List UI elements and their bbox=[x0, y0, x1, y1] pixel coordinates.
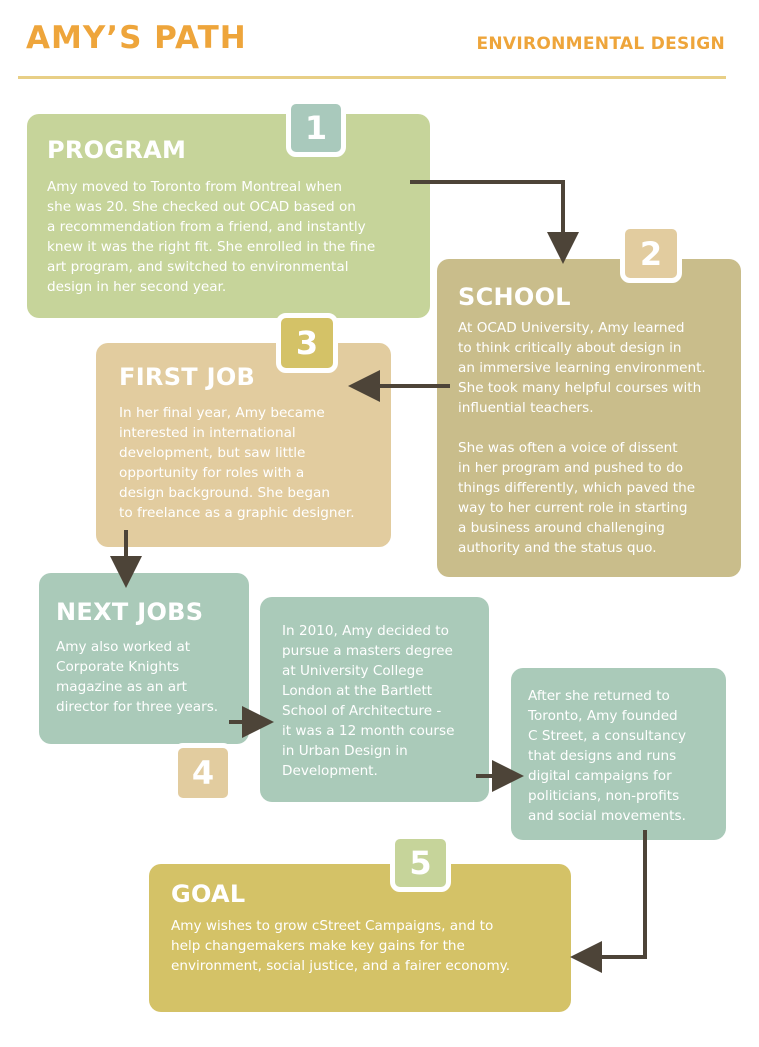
step-5-badge: 5 bbox=[390, 834, 451, 892]
masters-degree-body: In 2010, Amy decided to pursue a masters degree at University College London at the Bartlett School of Architecture - it was a 12 month course in Urban Design in Development. bbox=[282, 623, 455, 779]
page-subtitle: ENVIRONMENTAL DESIGN bbox=[476, 34, 725, 54]
step-program-heading: PROGRAM bbox=[47, 136, 187, 164]
step-goal-body: Amy wishes to grow cStreet Campaigns, and to help changemakers make key gains for the environment, social justice, and a fairer economy. bbox=[171, 918, 511, 974]
step-first-job-heading: FIRST JOB bbox=[119, 363, 256, 391]
step-next-jobs-body: Amy also worked at Corporate Knights magazine as an art director for three years. bbox=[56, 639, 219, 715]
step-program-body: Amy moved to Toronto from Montreal when she was 20. She checked out OCAD based on a recommendation from a friend, and instantly knew it was the right fit. She enrolled in the fine art program, and switched to environmental design in her second year. bbox=[47, 179, 376, 295]
step-next-jobs-heading: NEXT JOBS bbox=[56, 598, 204, 626]
step-2-badge: 2 bbox=[620, 224, 682, 283]
cstreet-body: After she returned to Toronto, Amy founded C Street, a consultancy that designs and runs digital campaigns for politicians, non-profits and social movements. bbox=[528, 688, 687, 824]
page-title: AMY’S PATH bbox=[26, 20, 247, 56]
step-school-heading: SCHOOL bbox=[458, 283, 571, 311]
step-1-badge: 1 bbox=[286, 99, 346, 157]
step-4-badge: 4 bbox=[173, 743, 233, 803]
step-goal-heading: GOAL bbox=[171, 880, 246, 908]
arrow-cstreet-to-goal bbox=[582, 830, 645, 957]
step-first-job-body: In her final year, Amy became interested in international development, but saw little opportunity for roles with a design background. She began to freelance as a graphic designer. bbox=[119, 405, 355, 521]
step-3-badge: 3 bbox=[276, 313, 338, 373]
step-school-body: At OCAD University, Amy learned to think critically about design in an immersive learning environment. She took many helpful courses with influential teachers. She was often a voice of dissent in her program and pushed to do things differently, which paved the way to her current role in starting a business around challenging authority and the status quo. bbox=[458, 320, 706, 556]
arrow-program-to-school bbox=[410, 182, 563, 252]
